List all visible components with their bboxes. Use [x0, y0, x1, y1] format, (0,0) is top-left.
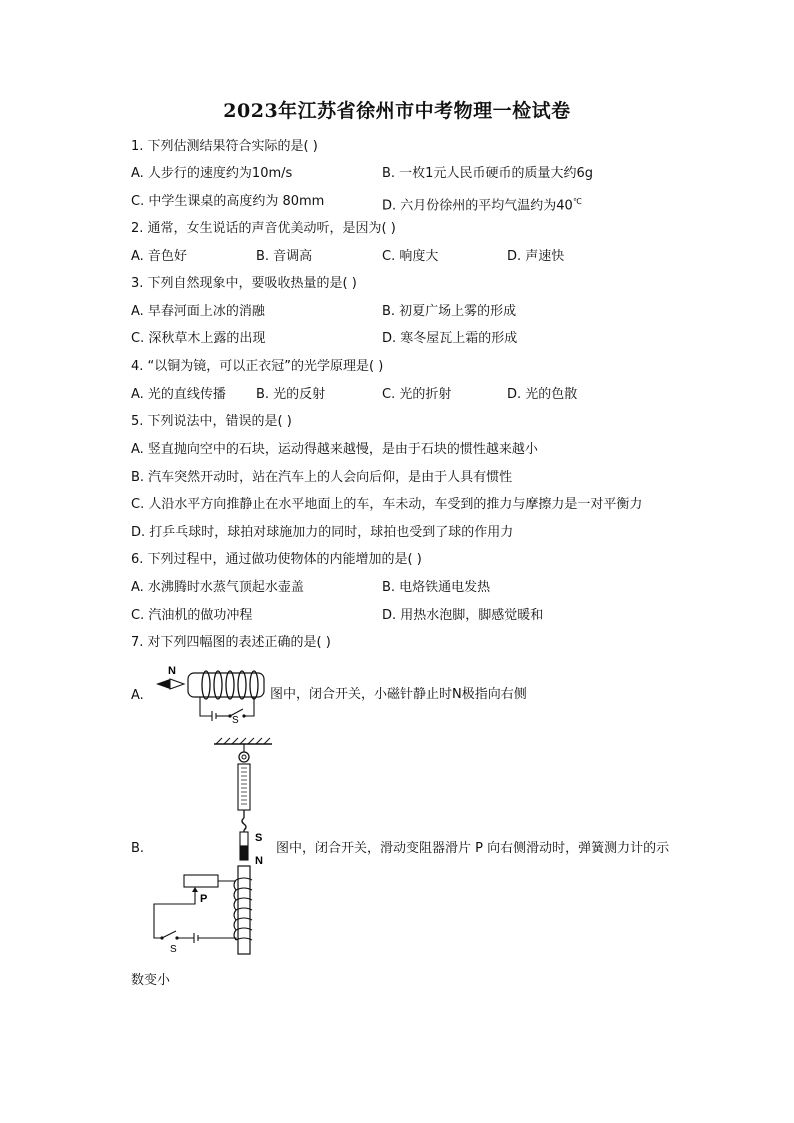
q2-option-a: A. 音色好: [131, 249, 187, 264]
q5-stem: 5. 下列说法中，错误的是( ): [131, 414, 292, 429]
q7-option-b-text: 图中，闭合开关，滑动变阻器滑片 P 向右侧滑动时，弹簧测力计的示: [276, 841, 670, 856]
rheostat-slider-arrow: [192, 887, 198, 892]
q7-option-b-continuation: 数变小: [131, 973, 171, 988]
spring-scale-body: [238, 764, 250, 810]
q1-option-b: B. 一枚1元人民币硬币的质量大约6g: [382, 166, 593, 181]
q5-option-c: C. 人沿水平方向推静止在水平地面上的车，车未动，车受到的推力与摩擦力是一对平衡力: [131, 497, 643, 512]
q4-option-c: C. 光的折射: [382, 387, 452, 402]
bar-magnet-s-end: [240, 832, 248, 846]
celsius-unit: ℃: [572, 197, 582, 206]
q2-option-b: B. 音调高: [256, 249, 313, 264]
q6-stem: 6. 下列过程中，通过做功使物体的内能增加的是( ): [131, 552, 422, 567]
q4-option-a: A. 光的直线传播: [131, 387, 226, 402]
q6-option-b: B. 电烙铁通电发热: [382, 580, 491, 595]
ceiling-hatch: [216, 738, 270, 744]
needle-n-label: N: [168, 665, 176, 677]
switch-contact: [242, 714, 245, 717]
q7-stem: 7. 对下列四幅图的表述正确的是( ): [131, 635, 331, 650]
switch-b-s-label: S: [170, 944, 177, 955]
q6-option-a: A. 水沸腾时水蒸气顶起水壶盖: [131, 580, 304, 595]
q2-stem: 2. 通常，女生说话的声音优美动听，是因为( ): [131, 221, 396, 236]
q3-stem: 3. 下列自然现象中，要吸收热量的是( ): [131, 276, 357, 291]
compass-needle-black: [156, 679, 170, 689]
q3-option-b: B. 初夏广场上雾的形成: [382, 304, 517, 319]
q3-option-c: C. 深秋草木上露的出现: [131, 331, 266, 346]
q4-stem: 4. “以铜为镜，可以正衣冠”的光学原理是( ): [131, 359, 384, 374]
circuit-wires: [200, 697, 254, 721]
scale-ring: [239, 752, 249, 762]
bar-magnet-n-end: [240, 846, 248, 860]
q7-option-a-label: A.: [131, 688, 144, 703]
q6-option-c: C. 汽油机的做功冲程: [131, 608, 253, 623]
switch-s-label: S: [232, 715, 239, 726]
figure-b-spring-scale-circuit: [150, 738, 280, 958]
q7-option-a-text: 图中，闭合开关，小磁针静止时N极指向右侧: [270, 687, 527, 702]
q1-option-c: C. 中学生课桌的高度约为 80mm: [131, 194, 325, 209]
magnet-s-label: S: [255, 832, 263, 844]
figure-a-solenoid: [150, 660, 270, 726]
coil-windings: [202, 671, 258, 699]
q1-stem: 1. 下列估测结果符合实际的是( ): [131, 139, 318, 154]
q2-option-d: D. 声速快: [507, 249, 565, 264]
page-title: 2023年江苏省徐州市中考物理一检试卷: [223, 100, 571, 122]
electromagnet-core: [238, 866, 250, 954]
q2-option-c: C. 响度大: [382, 249, 439, 264]
q3-option-d: D. 寒冬屋瓦上霜的形成: [382, 331, 518, 346]
circuit-b-wires: [154, 892, 236, 943]
rheostat: [184, 875, 218, 887]
magnet-n-label: N: [255, 855, 263, 867]
q1-option-a: A. 人步行的速度约为10m/s: [131, 166, 293, 181]
q7-option-b-label: B.: [131, 841, 145, 856]
scale-hook: [242, 818, 246, 830]
q5-option-d: D. 打乒乓球时，球拍对球施加力的同时，球拍也受到了球的作用力: [131, 525, 514, 540]
q1-option-d-text: D. 六月份徐州的平均气温约为40: [382, 198, 573, 214]
compass-needle-white: [170, 679, 184, 689]
q3-option-a: A. 早春河面上冰的消融: [131, 304, 265, 319]
q6-option-d: D. 用热水泡脚，脚感觉暖和: [382, 608, 544, 623]
q5-option-a: A. 竖直抛向空中的石块，运动得越来越慢，是由于石块的惯性越来越小: [131, 442, 538, 457]
q4-option-d: D. 光的色散: [507, 387, 578, 402]
q5-option-b: B. 汽车突然开动时，站在汽车上的人会向后仰，是由于人具有惯性: [131, 470, 513, 485]
q4-option-b: B. 光的反射: [256, 387, 326, 402]
slider-p-label: P: [200, 893, 208, 905]
q1-option-d: [382, 193, 582, 215]
